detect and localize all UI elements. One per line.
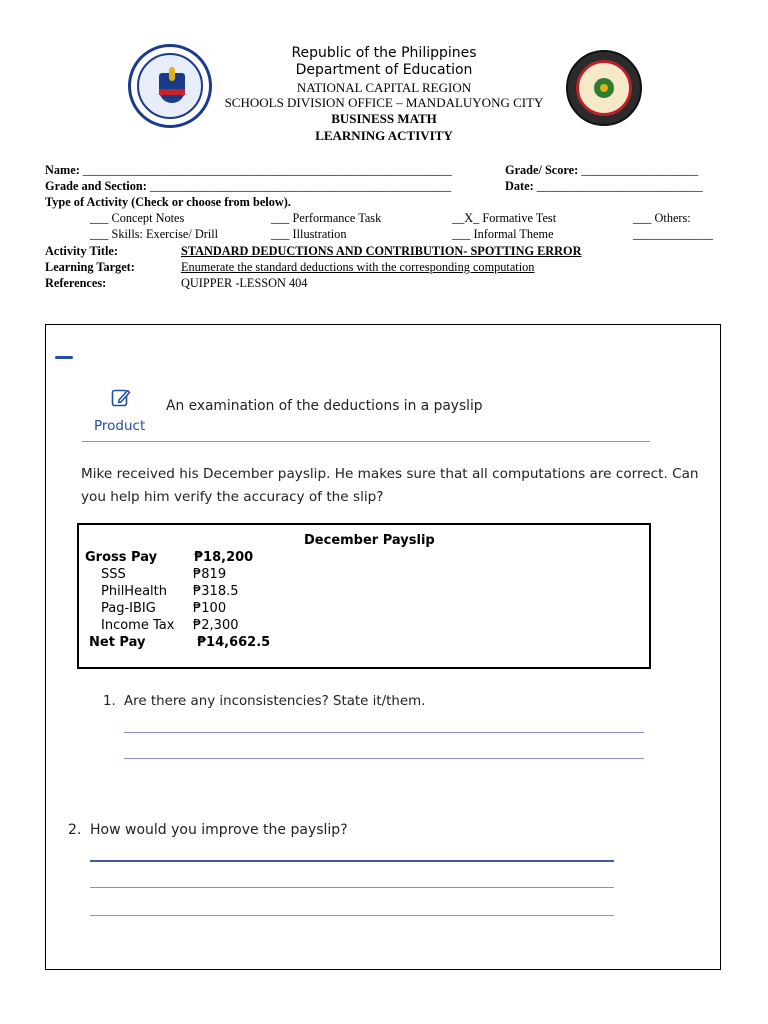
intro-line-1: Mike received his December payslip. He makes sure that all computations are correct. Can	[81, 466, 699, 482]
payslip-row-label: Net Pay	[89, 635, 146, 650]
date-label: Date:	[505, 179, 534, 193]
activity-title-value: STANDARD DEDUCTIONS AND CONTRIBUTION- SPOTTING ERROR	[181, 244, 582, 258]
learning-target-value: Enumerate the standard deductions with the corresponding computation	[181, 260, 535, 274]
activity-heading: An examination of the deductions in a payslip	[166, 398, 483, 414]
payslip-row-label: PhilHealth	[101, 584, 167, 599]
header-division: SCHOOLS DIVISION OFFICE – MANDALUYONG CITY	[224, 95, 544, 110]
option-performance-task[interactable]: ___ Performance Task	[271, 211, 382, 225]
date-row	[505, 178, 703, 194]
learning-target-label: Learning Target:	[45, 260, 135, 274]
question-2-text: How would you improve the payslip?	[90, 822, 348, 838]
answer-line-4[interactable]	[90, 887, 614, 888]
option-informal-theme[interactable]: ___ Informal Theme	[452, 227, 554, 241]
header-subject: BUSINESS MATH	[331, 111, 437, 126]
grade-label: Grade/ Score:	[505, 163, 579, 177]
payslip-row-value: ₱2,300	[193, 618, 239, 633]
references-value: QUIPPER -LESSON 404	[181, 276, 308, 290]
payslip-row-value: ₱819	[193, 567, 227, 582]
date-field-line[interactable]: ___________________________	[536, 179, 703, 193]
others-blank-line[interactable]: _____________	[633, 227, 713, 241]
answer-line-3[interactable]	[90, 860, 614, 862]
payslip-row-value: ₱318.5	[193, 584, 239, 599]
question-1-number: 1.	[103, 694, 116, 709]
payslip-row-value: ₱100	[193, 601, 227, 616]
heading-rule	[82, 441, 650, 442]
option-others[interactable]: ___ Others:	[633, 211, 691, 225]
section-label: Grade and Section:	[45, 179, 147, 193]
payslip-row-label: Pag-IBIG	[101, 601, 156, 616]
payslip-row-value: ₱14,662.5	[197, 635, 271, 650]
name-row	[45, 162, 452, 178]
option-concept-notes[interactable]: ___ Concept Notes	[90, 211, 185, 225]
name-field-line[interactable]: ____________________________________________________________	[82, 163, 452, 177]
product-label: Product	[94, 418, 146, 434]
option-skills-drill[interactable]: ___ Skills: Exercise/ Drill	[90, 227, 219, 241]
grade-row	[505, 162, 698, 178]
payslip-row-label: Gross Pay	[85, 550, 158, 565]
payslip-row-value: ₱18,200	[194, 550, 254, 565]
payslip-row-label: SSS	[101, 567, 126, 582]
answer-line-5[interactable]	[90, 915, 614, 916]
corner-mark	[55, 356, 73, 359]
activity-type-label: Type of Activity (Check or choose from below).	[45, 195, 291, 209]
section-row	[45, 178, 451, 194]
section-field-line[interactable]: _________________________________________________	[149, 179, 452, 193]
header-activity-type: LEARNING ACTIVITY	[315, 128, 453, 143]
option-illustration[interactable]: ___ Illustration	[271, 227, 347, 241]
name-label: Name:	[45, 163, 80, 177]
pencil-edit-icon	[111, 387, 131, 409]
answer-line-2[interactable]	[124, 758, 644, 759]
grade-field-line[interactable]: ___________________	[581, 163, 699, 177]
activity-title-label: Activity Title:	[45, 244, 118, 258]
question-2-number: 2.	[68, 822, 82, 838]
header-deped: Department of Education	[295, 62, 473, 78]
payslip-title: December Payslip	[304, 533, 435, 548]
question-1-text: Are there any inconsistencies? State it/them.	[124, 694, 426, 709]
option-formative-test[interactable]: __X_ Formative Test	[452, 211, 557, 225]
answer-line-1[interactable]	[124, 732, 644, 733]
payslip-row-label: Income Tax	[101, 618, 175, 633]
intro-line-2: you help him verify the accuracy of the slip?	[81, 489, 384, 505]
header-republic: Republic of the Philippines	[291, 45, 477, 61]
references-label: References:	[45, 276, 107, 290]
header-region: NATIONAL CAPITAL REGION	[296, 80, 472, 95]
